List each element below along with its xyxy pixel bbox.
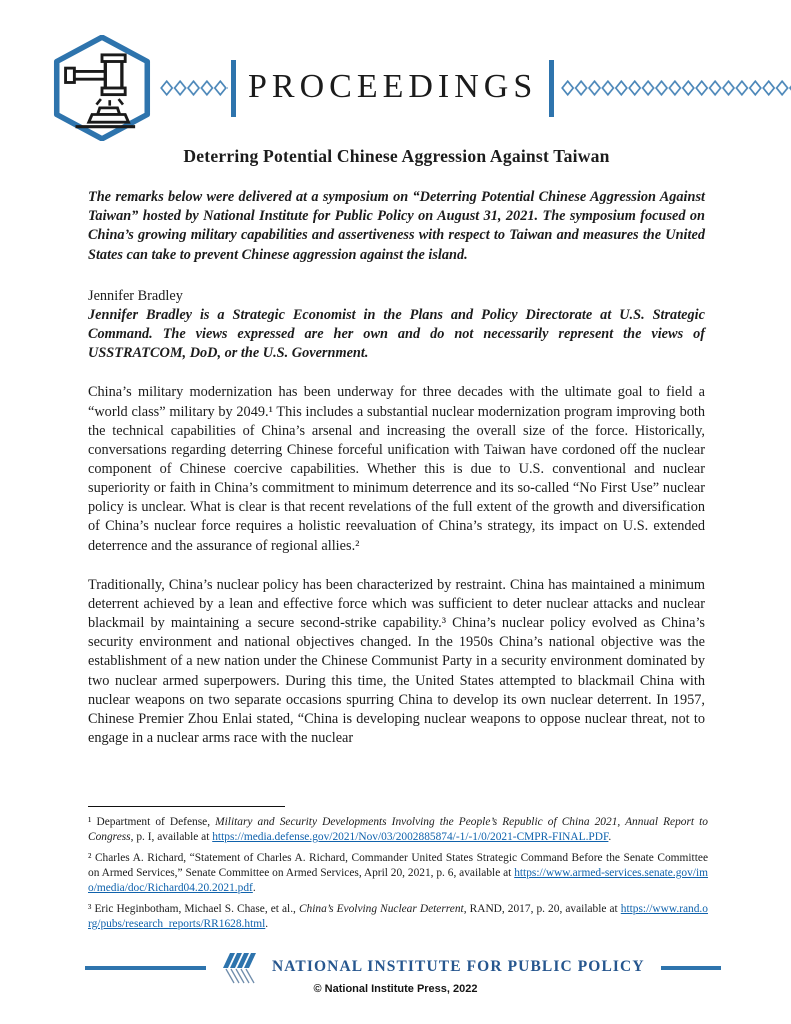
article-title: Deterring Potential Chinese Aggression Against Taiwan bbox=[183, 146, 610, 166]
footnotes-section bbox=[88, 806, 708, 938]
masthead bbox=[46, 34, 747, 142]
brand-divider-left bbox=[231, 60, 236, 117]
footnote-1 bbox=[88, 815, 708, 845]
footnote-3-text: . bbox=[265, 917, 269, 930]
brand-divider-right bbox=[549, 60, 554, 117]
diamond-chain-left-decoration bbox=[160, 79, 228, 97]
footnote-3-link[interactable]: https://www.rand.org/pubs/research_reports/RR1628.html bbox=[88, 903, 708, 930]
diamond-chain-right-decoration bbox=[561, 79, 791, 97]
footnote-3-text: , RAND, 2017, p. 20, available at bbox=[463, 903, 621, 916]
hexagon-gavel-icon bbox=[46, 35, 158, 141]
footnote-1-text: , p. I, available at bbox=[130, 830, 213, 843]
footnote-1-marker: ¹ bbox=[88, 816, 97, 828]
footnote-2 bbox=[88, 851, 708, 895]
footnote-3 bbox=[88, 902, 708, 932]
footnote-2-link[interactable]: https://www.armed-services.senate.gov/imo/media/doc/Richard04.20.2021.pdf bbox=[88, 866, 708, 894]
copyright-notice: © National Institute Press, 2022 bbox=[313, 983, 478, 995]
footnote-3-marker: ³ bbox=[88, 903, 95, 916]
organization-name: NATIONAL INSTITUTE FOR PUBLIC POLICY bbox=[272, 958, 645, 975]
footnote-1-text: . bbox=[608, 830, 612, 843]
footnote-2-marker: ² bbox=[88, 852, 95, 865]
footnote-1-text: Department of Defense, bbox=[96, 816, 216, 828]
paragraph-2: Traditionally, China’s nuclear policy has been characterized by restraint. China has maintained a minimum deterrent achieved by a lean and effective force which was sufficient to deter nuclear attacks and nuclear blackmail by maintaining a secure second-strike capability.³ China’s nuclear policy evolved as China’s security environment and national objectives changed. In the 1950s China’s national objective was the establishment of a new nation under the Chinese Communist Party in a security environment dominated by two nuclear armed superpowers. During this time, the United States attempted to blackmail China with nuclear weapons on two separate occasions spurring China to develop its own nuclear deterrent. In 1957, Chinese Premier Zhou Enlai stated, “China is developing nuclear weapons to oppose nuclear threat, not to engage in a nuclear arms race with the nuclear bbox=[88, 576, 705, 747]
symposium-abstract: The remarks below were delivered at a symposium on “Deterring Potential Chinese Aggression Against Taiwan” hosted by National Institute for Public Policy on August 31, 2021. The symposium focused on China’s growing military capabilities and assertiveness with respect to Taiwan and measures the United States can take to prevent Chinese aggression against the island. bbox=[88, 189, 705, 263]
author-name: Jennifer Bradley bbox=[88, 287, 183, 304]
footer-band bbox=[85, 951, 721, 985]
footer-rule-left bbox=[85, 966, 206, 971]
footnote-separator bbox=[88, 806, 285, 807]
footnote-2-text: . bbox=[252, 881, 256, 894]
footnote-2-text: Charles A. Richard, “Statement of Charles A. Richard, Commander United States Strategic Command Before the Senate Committee on Armed Services,” Senate Committee on Armed Services, April 20, 2021, p. 6, available at bbox=[88, 852, 708, 879]
publication-name: PROCEEDINGS bbox=[248, 68, 538, 105]
author-block bbox=[88, 287, 705, 364]
paragraph-1: China’s military modernization has been underway for three decades with the ultimate goal to field a “world class” military by 2049.¹ This includes a substantial nuclear modernization program improving both the technical capabilities of China’s arsenal and increasing the overall size of the force. Historically, conversations regarding deterring Chinese forceful unification with Taiwan have cordoned off the nuclear component of Chinese coercive capabilities. Whether this is due to U.S. conventional and nuclear superiority or faith in China’s commitment to minimum deterrence and its so-called “No First Use” nuclear policy is unclear. What is clear is that recent revelations of the full extent of the growth and diversification of China’s nuclear force requires a holistic reevaluation of China’s strategy, its impact on U.S. extended deterrence and the assurance of regional allies.² bbox=[88, 384, 705, 554]
document-body bbox=[88, 146, 705, 768]
footnote-1-source-title: Military and Security Developments Involving the People’s Republic of China 2021, Annual Report to Congress bbox=[88, 816, 709, 843]
author-bio: Jennifer Bradley is a Strategic Economist in the Plans and Policy Directorate at U.S. Strategic Command. The views expressed are her own and do not necessarily represent the views of USSTRATCOM, DoD, or the U.S. Government. bbox=[88, 306, 705, 362]
footnote-1-link[interactable]: https://media.defense.gov/2021/Nov/03/2002885874/-1/-1/0/2021-CMPR-FINAL.PDF bbox=[212, 830, 609, 843]
footnote-3-text: Eric Heginbotham, Michael S. Chase, et al., bbox=[94, 903, 299, 916]
footer-rule-right bbox=[661, 966, 721, 971]
nipp-stripes-logo-icon bbox=[221, 951, 261, 985]
footnote-3-source-title: China’s Evolving Nuclear Deterrent bbox=[298, 903, 464, 916]
